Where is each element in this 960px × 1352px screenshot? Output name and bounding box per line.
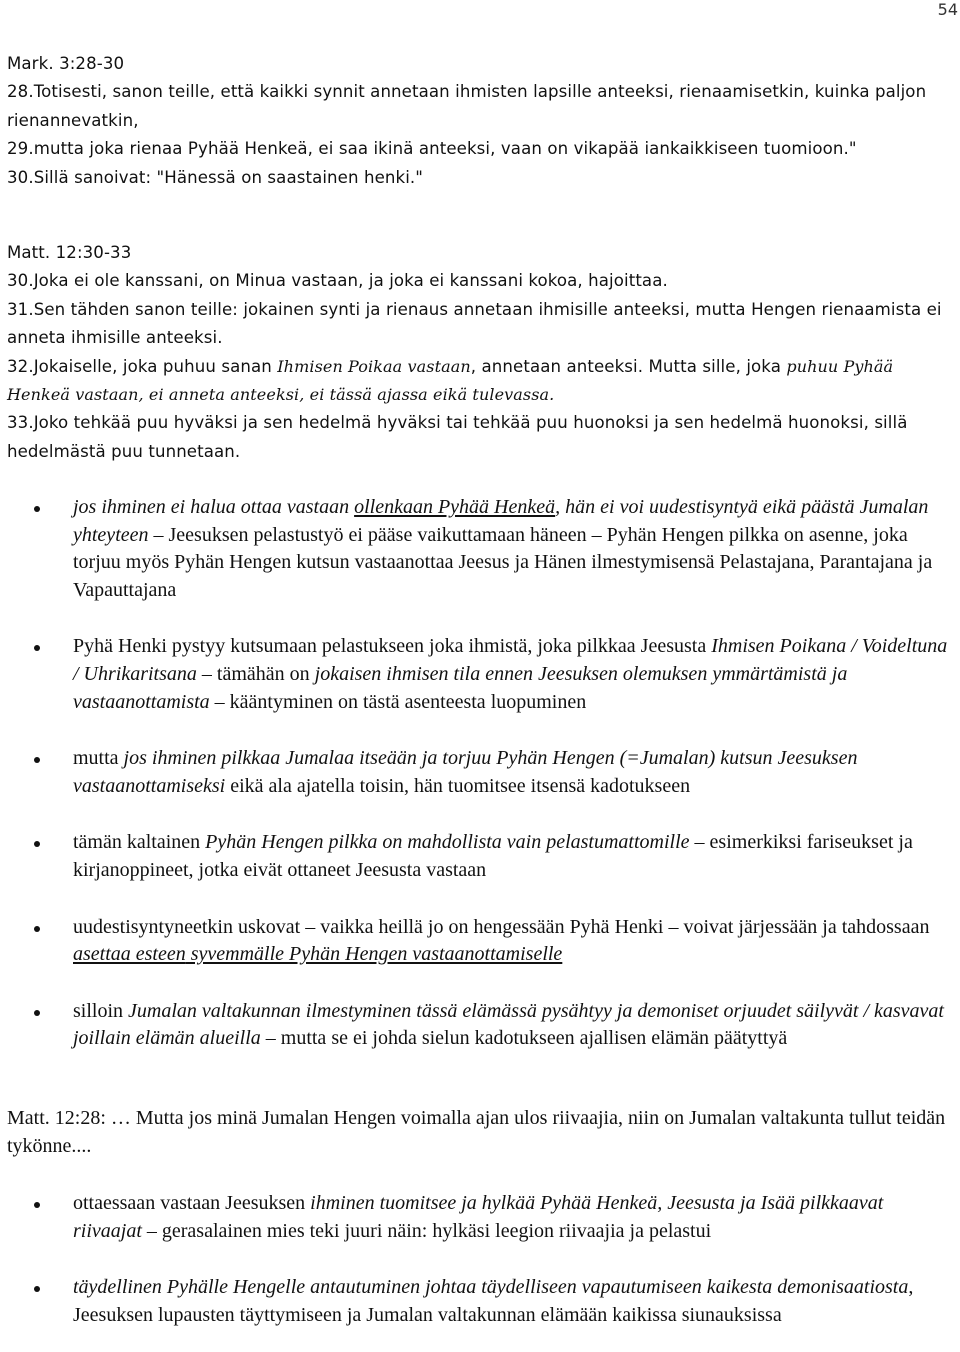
list-item: ottaessaan vastaan Jeesuksen ihminen tuomitsee ja hylkää Pyhää Henkeä, Jeesusta ja Isää pilkkaavat riivaajat – gerasalainen mies teki juuri näin: hylkäsi leegion riivaajia ja pelastui [0, 1190, 960, 1245]
list-item: silloin Jumalan valtakunnan ilmestyminen tässä elämässä pysähtyy ja demoniset orjuudet säilyvät / kasvavat joillain elämän alueilla – mutta se ei johda sielun kadotukseen ajallisen elämän päätyttyä [0, 998, 960, 1053]
verse-29: 29.mutta joka rienaa Pyhää Henkeä, ei saa ikinä anteeksi, vaan on vikapää iankaikkiseen tuomioon." [7, 139, 857, 159]
verse-30: 30.Joka ei ole kanssani, on Minua vastaan, ja joka ei kanssani kokoa, hajoittaa. [7, 271, 668, 291]
bullet-icon [34, 1010, 40, 1016]
list-item: jos ihminen ei halua ottaa vastaan ollenkaan Pyhää Henkeä, hän ei voi uudestisyntyä eikä päästä Jumalan yhteyteen – Jeesuksen pelastustyö ei pääse vaikuttamaan häneen – Pyhän Hengen pilkka on asenne, joka torjuu myös Pyhän Hengen kutsun vastaanottaa Jeesus ja Hänen ilmestymisensä Pelastajana, Parantajana ja Vapauttajana [0, 494, 960, 604]
matt-12-30-33-section [7, 239, 956, 466]
verse-32: 32.Jokaiselle, joka puhuu sanan Ihmisen Poikaa vastaan, annetaan anteeksi. Mutta sille, joka puhuu Pyhää Henkeä vastaan, ei anneta anteeksi, ei tässä ajassa eikä tulevassa. [7, 356, 894, 405]
scripture-reference: Matt. 12:30-33 [7, 243, 132, 262]
matt-12-28-quote: Matt. 12:28: … Mutta jos minä Jumalan Hengen voimalla ajan ulos riivaajia, niin on Jumalan valtakunta tullut teidän tykönne.... [7, 1107, 946, 1157]
list-item: tämän kaltainen Pyhän Hengen pilkka on mahdollista vain pelastumattomille – esimerkiksi fariseukset ja kirjanoppineet, jotka eivät ottaneet Jeesusta vastaan [0, 829, 960, 884]
bullet-icon [34, 841, 40, 847]
list-item: uudestisyntyneetkin uskovat – vaikka heillä jo on hengessään Pyhä Henki – voivat järjessään ja tahdossaan asettaa esteen syvemmälle Pyhän Hengen vastaanottamiselle [0, 914, 960, 969]
mark-3-28-30-section [7, 50, 956, 192]
bullet-icon [34, 757, 40, 763]
scripture-reference: Mark. 3:28-30 [7, 54, 125, 73]
bullet-icon [34, 506, 40, 512]
bullet-icon [34, 1202, 40, 1208]
bullet-icon [34, 645, 40, 651]
bullet-icon [34, 1286, 40, 1292]
bullet-icon [34, 926, 40, 932]
list-item: täydellinen Pyhälle Hengelle antautuminen johtaa täydelliseen vapautumiseen kaikesta demonisaatiosta, Jeesuksen lupausten täyttymiseen ja Jumalan valtakunnan elämään kaikissa siunauksissa [0, 1274, 960, 1329]
page-number: 54 [937, 0, 958, 19]
list-item: mutta jos ihminen pilkkaa Jumalaa itseään ja torjuu Pyhän Hengen (=Jumalan) kutsun Jeesuksen vastaanottamiseksi eikä ala ajatella toisin, hän tuomitsee itsensä kadotukseen [0, 745, 960, 800]
verse-33: 33.Joko tehkää puu hyväksi ja sen hedelmä hyväksi tai tehkää puu huonoksi ja sen hedelmä huonoksi, sillä hedelmästä puu tunnetaan. [7, 413, 908, 461]
verse-30: 30.Sillä sanoivat: "Hänessä on saastainen henki." [7, 167, 424, 187]
commentary-list-2 [0, 1190, 960, 1329]
commentary-list [0, 494, 960, 1053]
verse-31: 31.Sen tähden sanon teille: jokainen synti ja rienaus annetaan ihmisille anteeksi, mutta Hengen rienaamista ei anneta ihmisille anteeksi. [7, 299, 942, 348]
list-item: Pyhä Henki pystyy kutsumaan pelastukseen joka ihmistä, joka pilkkaa Jeesusta Ihmisen Poikana / Voideltuna / Uhrikaritsana – tämähän on jokaisen ihmisen tila ennen Jeesuksen olemuksen ymmärtämistä ja vastaanottamista – kääntyminen on tästä asenteesta luopuminen [0, 633, 960, 716]
verse-28: 28.Totisesti, sanon teille, että kaikki synnit annetaan ihmisten lapsille anteeksi, rienaamisetkin, kuinka paljon rienannevatkin, [7, 82, 927, 130]
